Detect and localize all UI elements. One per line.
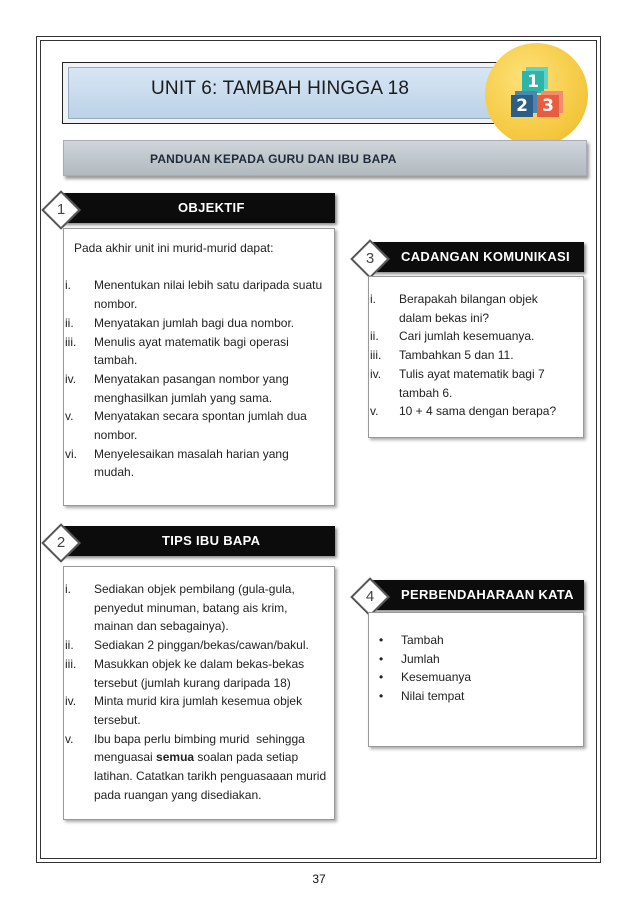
item-text: pada ruangan yang disediakan. [94,787,262,802]
item-line [94,786,332,805]
item-line: penyedut minuman, batang ais krim, [94,600,288,615]
item-line [94,767,332,786]
tips-item [65,580,332,636]
item-text: Ibu bapa perlu bimbing murid sehingga [94,731,305,746]
kata-list [379,631,579,706]
item-marker: i. [370,292,376,306]
tips-item [65,730,332,805]
item-line: tersebut (jumlah kurang daripada 18) [94,675,291,690]
item-marker: iii. [65,334,77,349]
komunikasi-item [370,290,579,327]
tips-box [63,566,335,820]
tips-content [65,580,332,804]
komunikasi-heading: CADANGAN KOMUNIKASI [401,249,570,264]
item-line: tambah 6. [399,385,453,400]
kata-heading: PERBENDAHARAAN KATA [401,587,574,602]
komunikasi-content [370,290,579,421]
item-line: Sediakan 2 pinggan/bekas/cawan/bakul. [94,638,309,653]
tips-item [65,655,332,692]
item-line: Tulis ayat matematik bagi 7 [399,366,545,381]
item-marker: iii. [65,656,77,671]
objektif-content [65,239,332,482]
vocabulary-item: • Tambah [379,631,579,650]
komunikasi-list [370,290,579,421]
item-marker: v. [370,404,379,419]
item-line: nombor. [94,297,138,312]
numbers-cubes-logo [485,43,588,146]
item-marker: iv. [65,371,77,386]
unit-title-banner [62,62,508,124]
section-2-number: 2 [56,534,66,551]
tips-header [60,526,335,556]
kata-box [368,612,584,747]
emphasis-text: semua [156,750,195,765]
item-marker: i. [65,582,71,596]
kata-content [379,631,579,706]
item-line: Menentukan nilai lebih satu daripada suatu [94,278,323,293]
item-marker: ii. [65,315,74,330]
item-line [94,748,332,767]
item-line: tersebut. [94,712,141,727]
unit-title: UNIT 6: TAMBAH HINGGA 18 [151,78,410,99]
item-line: mainan dan sebagainya). [94,619,229,634]
item-line: Menyatakan jumlah bagi dua nombor. [94,315,295,330]
komunikasi-item [370,327,579,346]
objektif-intro: Pada akhir unit ini murid-murid dapat: [74,241,274,255]
item-marker: vi. [65,446,77,461]
cube-1: 1 [522,71,544,93]
page-number: 37 [312,872,326,886]
vocabulary-item: • Kesemuanya [379,668,579,687]
item-marker: iii. [370,348,382,363]
section-4-number: 4 [365,588,375,605]
objektif-item [65,276,332,313]
guide-title: PANDUAN KEPADA GURU DAN IBU BAPA [150,152,397,166]
objektif-heading: OBJEKTIF [178,200,245,215]
tips-item [65,692,332,729]
objektif-item [65,407,332,444]
item-line: Cari jumlah kesemuanya. [399,329,535,344]
section-3-number: 3 [365,250,375,267]
komunikasi-item [370,402,579,421]
item-line: Menyatakan secara spontan jumlah dua [94,409,307,424]
item-line [94,730,332,749]
item-text: latihan. Catatkan tarikh penguasaaan murid [94,769,327,784]
item-line: Masukkan objek ke dalam bekas-bekas [94,656,305,671]
cube-2: 2 [511,95,533,117]
guide-banner [63,140,587,176]
item-text: menguasai [94,750,157,765]
item-line: Sediakan objek pembilang (gula-gula, [94,582,295,596]
item-marker: v. [65,409,74,424]
item-line: Menyatakan pasangan nombor yang [94,371,289,386]
item-line: dalam bekas ini? [399,310,490,325]
item-line: Menyelesaikan masalah harian yang mudah. [94,446,289,480]
item-line: Minta murid kira jumlah kesemua objek [94,694,303,709]
item-marker: iv. [370,366,382,381]
item-line: Berapakah bilangan objek [399,292,538,306]
cube-3: 3 [537,95,559,117]
komunikasi-box [368,276,584,438]
objektif-item [65,370,332,407]
item-line: Menulis ayat matematik bagi operasi [94,334,289,349]
item-marker: ii. [370,329,379,344]
objektif-list [65,276,332,482]
vocabulary-item: • Nilai tempat [379,687,579,706]
item-text: soalan pada setiap [194,750,299,765]
tips-item [65,636,332,655]
item-line: 10 + 4 sama dengan berapa? [399,404,557,419]
item-line: nombor. [94,428,138,443]
komunikasi-item [370,365,579,402]
objektif-item [65,333,332,370]
tips-heading: TIPS IBU BAPA [162,533,261,548]
kata-header [369,580,584,610]
objektif-item [65,314,332,333]
objektif-box [63,228,335,506]
objektif-item [65,445,332,482]
item-line: tambah. [94,353,138,368]
vocabulary-item: • Jumlah [379,650,579,669]
item-marker: ii. [65,638,74,653]
item-line: Tambahkan 5 dan 11. [399,348,514,363]
tips-list [65,580,332,804]
item-line: menghasilkan jumlah yang sama. [94,390,273,405]
komunikasi-header [369,242,584,272]
item-marker: i. [65,278,71,293]
objektif-header [60,193,335,223]
section-1-number: 1 [56,201,66,218]
item-marker: iv. [65,694,77,709]
item-marker: v. [65,731,74,746]
komunikasi-item [370,346,579,365]
